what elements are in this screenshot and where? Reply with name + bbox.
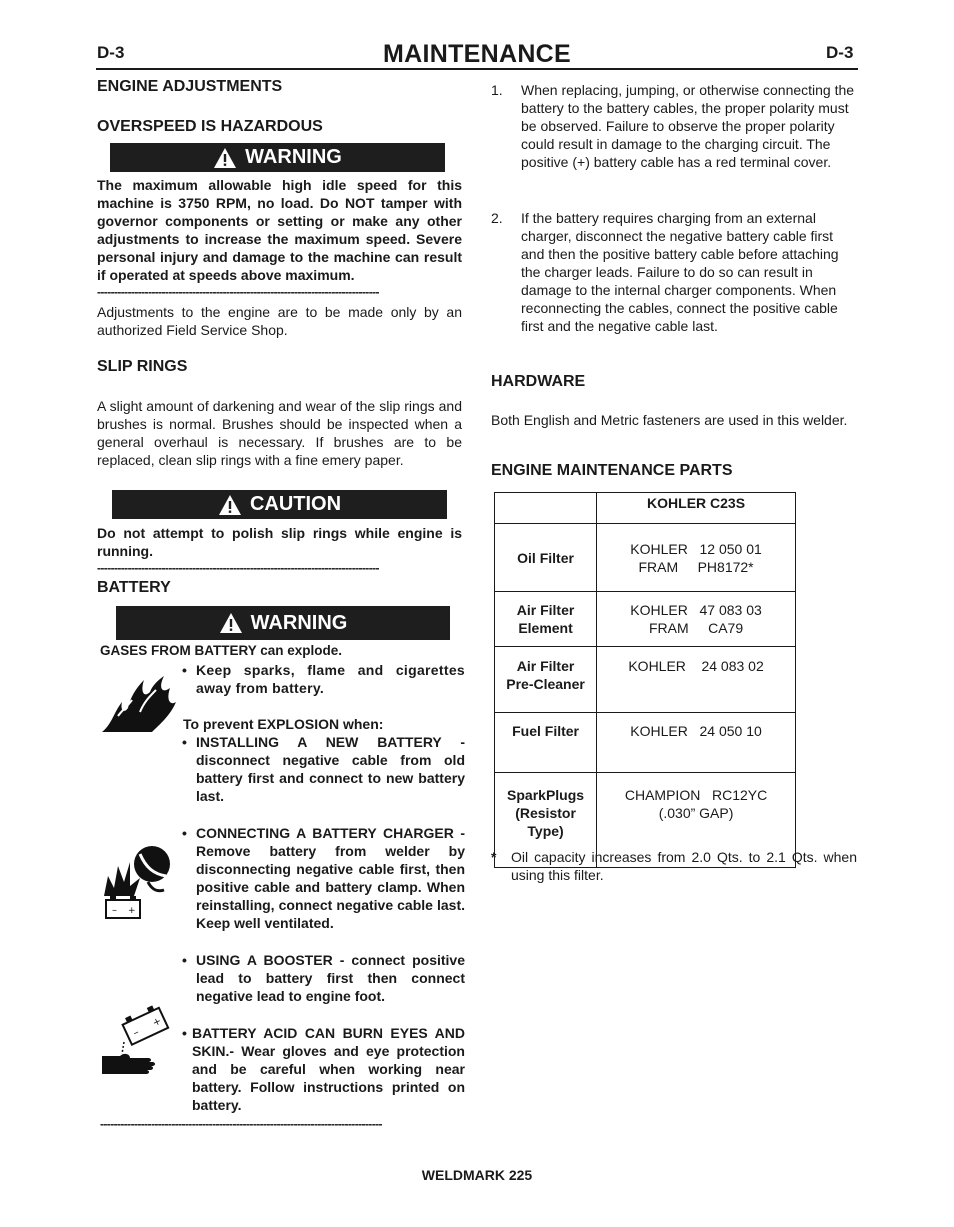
header-rule	[96, 68, 858, 70]
separator: -----------------------------------------------------------------------------------	[100, 1117, 382, 1131]
parts-heading: ENGINE MAINTENANCE PARTS	[491, 462, 733, 479]
battery-acid-icon	[100, 1004, 178, 1082]
page-code-right: D-3	[826, 43, 854, 62]
part-name: Oil Filter	[495, 524, 597, 592]
part-numbers: KOHLER 24 050 10	[597, 713, 796, 773]
caution-text: Do not attempt to polish slip rings while engine is running.	[97, 525, 462, 559]
table-header-row	[495, 493, 796, 524]
battery-warning-banner	[116, 606, 450, 640]
part-numbers: CHAMPION RC12YC (.030” GAP)	[597, 773, 796, 868]
page-title: MAINTENANCE	[382, 40, 572, 68]
overspeed-heading: OVERSPEED IS HAZARDOUS	[97, 118, 323, 135]
part-name: Fuel Filter	[495, 713, 597, 773]
svg-text:–: –	[112, 905, 117, 916]
warning-triangle-icon	[219, 612, 243, 634]
warning-label: WARNING	[245, 146, 342, 168]
svg-text:+: +	[128, 906, 136, 916]
part-name: Air Filter Pre-Cleaner	[495, 647, 597, 713]
flame-icon	[100, 672, 178, 734]
separator: -----------------------------------------------------------------------------------	[97, 561, 379, 575]
adjustments-text: Adjustments to the engine are to be made only by an authorized Field Service Shop.	[97, 304, 462, 338]
part-numbers: KOHLER 24 083 02	[597, 647, 796, 713]
table-header: KOHLER C23S	[597, 493, 796, 524]
warning-label: WARNING	[250, 611, 348, 634]
bullet-installing: • INSTALLING A NEW BATTERY - disconnect negative cable from old battery first and connect to new battery last.	[182, 734, 465, 804]
parts-table	[494, 492, 796, 868]
table-row	[495, 647, 796, 713]
footer-model: WELDMARK 225	[421, 1167, 533, 1183]
caution-banner	[112, 490, 447, 519]
bullet-charger: • CONNECTING A BATTERY CHARGER - Remove battery from welder by disconnecting negative cable first, then positive cable and battery clamp. When reinstalling, connect negative cable last. Keep well ventilated.	[182, 825, 465, 931]
section-heading-engine-adjustments: ENGINE ADJUSTMENTS	[97, 78, 283, 95]
part-numbers: KOHLER 47 083 03 FRAM CA79	[597, 592, 796, 647]
caution-label: CAUTION	[249, 493, 342, 515]
hardware-heading: HARDWARE	[491, 373, 586, 390]
table-row	[495, 592, 796, 647]
svg-text:–: –	[130, 1025, 142, 1040]
part-name: Air Filter Element	[495, 592, 597, 647]
slip-rings-text: A slight amount of darkening and wear of the slip rings and brushes is normal. Brushes should be inspected when a general overhaul is necessary. If brushes are to be replaced, clean slip rings with a fine emery paper.	[97, 398, 462, 468]
explosion-battery-icon	[100, 842, 178, 922]
slip-rings-heading: SLIP RINGS	[97, 358, 188, 375]
prevent-explosion-text: To prevent EXPLOSION when:	[183, 716, 384, 732]
bullet-booster: • USING A BOOSTER - connect positive lead to battery first then connect negative lead to engine foot.	[182, 952, 465, 1004]
table-row	[495, 713, 796, 773]
item-1-text: When replacing, jumping, or otherwise connecting the battery to the battery cables, the proper polarity must be observed. Failure to observe the proper polarity could result in damage to the charging circuit. The positive (+) battery cable has a red terminal cover.	[521, 82, 855, 170]
bullet-sparks: • Keep sparks, flame and cigarettes away from battery.	[182, 662, 465, 696]
part-numbers: KOHLER 12 050 01 FRAM PH8172*	[597, 524, 796, 592]
warning-triangle-icon	[213, 147, 237, 169]
footnote-text: Oil capacity increases from 2.0 Qts. to 2.1 Qts. when using this filter.	[511, 849, 857, 883]
table-row	[495, 524, 796, 592]
part-name: SparkPlugs (Resistor Type)	[495, 773, 597, 868]
separator: -----------------------------------------------------------------------------------	[97, 285, 379, 299]
overspeed-warning-text: The maximum allowable high idle speed for this machine is 3750 RPM, no load. Do NOT tamper with governor components or setting or make any other adjustments to increase the maximum speed. Severe personal injury and damage to the machine can result if operated at speeds above maximum.	[97, 177, 462, 283]
warning-banner	[110, 143, 445, 172]
footnote-mark: *	[491, 849, 497, 865]
gases-text: GASES FROM BATTERY can explode.	[100, 643, 343, 658]
item-1-number: 1.	[491, 82, 503, 98]
bullet-acid: • BATTERY ACID CAN BURN EYES AND SKIN.- Wear gloves and eye protection and be careful when working near battery. Follow instructions printed on battery.	[182, 1025, 465, 1113]
svg-text:+: +	[150, 1015, 164, 1030]
item-2-number: 2.	[491, 210, 503, 226]
page-code-left: D-3	[97, 43, 125, 62]
hardware-text: Both English and Metric fasteners are used in this welder.	[491, 412, 848, 428]
battery-heading: BATTERY	[97, 579, 171, 596]
item-2-text: If the battery requires charging from an external charger, disconnect the negative battery cable first and then the positive battery cable before attaching the charger leads. Failure to do so can result in damage to the internal charger components. When reconnecting the cables, connect the positive cable first and the negative cable last.	[521, 210, 839, 334]
caution-triangle-icon	[218, 494, 242, 516]
